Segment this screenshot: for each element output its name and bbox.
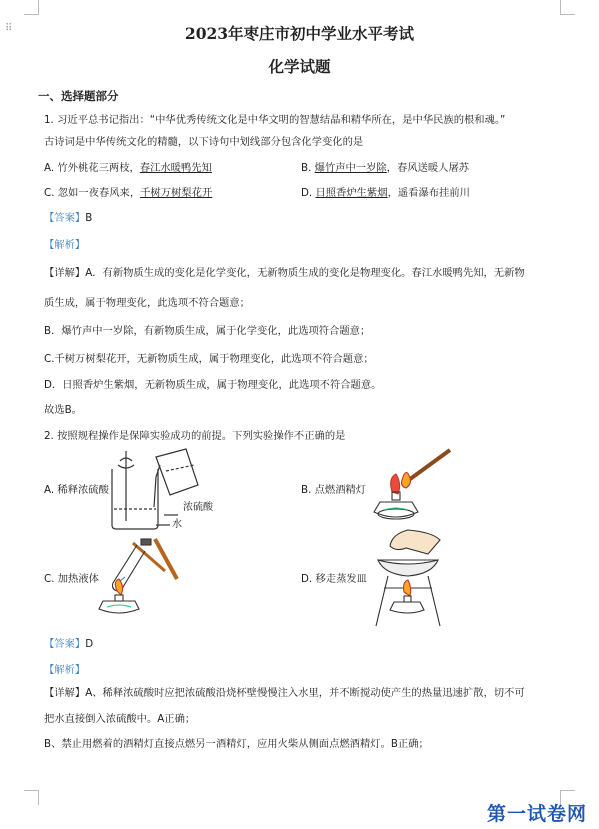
q2-detail-line1: [44, 686, 525, 700]
q1-stem-line2: 古诗词是中华传统文化的精髓，以下诗句中划线部分包含化学变化的是: [44, 136, 364, 148]
underlined-phrase: 日照香炉生紫烟: [315, 187, 388, 199]
option-text: ，春风送暖人屠苏: [386, 162, 470, 174]
answer-value: D: [85, 638, 94, 650]
q2-option-a: A. 稀释浓硫酸: [44, 484, 109, 496]
detail-label: 【详解】: [44, 267, 86, 279]
page-title: 2023年枣庄市初中学业水平考试: [184, 24, 415, 43]
detail-text: A．有新物质生成的变化是化学变化，无新物质生成的变化是物理变化。春江水暖鸭先知，无新物: [85, 267, 525, 279]
q1-option-d: [301, 186, 470, 200]
underlined-phrase: 千树万树梨花开: [140, 187, 213, 199]
q1-detail-line2: 质生成，属于物理变化，此选项不符合题意；: [44, 297, 250, 309]
underlined-phrase: 春江水暖鸭先知: [139, 162, 212, 174]
corner-mark-bottom-left: [24, 790, 39, 805]
watermark: 第一试卷网: [487, 803, 588, 825]
q2-option-d: D. 移走蒸发皿: [301, 573, 367, 585]
option-text: B.: [301, 162, 315, 174]
q1-option-a: [44, 161, 212, 175]
answer-label: 【答案】: [44, 638, 86, 650]
q1-option-b: [301, 161, 469, 175]
q1-conclusion: 故选B。: [44, 404, 82, 416]
diagram-heat-liquid: [95, 537, 180, 617]
q1-detail-line1: [44, 266, 525, 280]
underlined-phrase: 爆竹声中一岁除: [314, 162, 387, 174]
q2-option-c: C. 加热液体: [44, 573, 99, 585]
q1-option-c: [44, 186, 212, 200]
q2-detail-line2: 把水直接倒入浓硫酸中。A正确；: [44, 713, 196, 725]
q1-answer: [44, 211, 92, 225]
diagram-dilute-acid: [108, 447, 218, 532]
detail-text: A、稀释浓硫酸时应把浓硫酸沿烧杯壁慢慢注入水里，并不断搅动使产生的热量迅速扩散，切不可: [85, 687, 525, 699]
q2-answer: [44, 637, 93, 651]
diagram-light-lamp: [372, 448, 462, 528]
label-concentrated-acid: 浓硫酸: [183, 502, 213, 513]
label-water: 水: [172, 519, 182, 530]
option-text: C. 忽如一夜春风来，: [44, 187, 141, 199]
q1-stem-line1: 1. 习近平总书记指出：“中华优秀传统文化是中华文明的智慧结晶和精华所在，是中华民族的根和魂。”: [44, 114, 506, 126]
option-text: D.: [301, 187, 316, 199]
answer-value: B: [85, 212, 93, 224]
q1-analysis-label: 【解析】: [44, 239, 86, 251]
page-subtitle: 化学试题: [268, 57, 331, 76]
section-heading: 一、选择题部分: [38, 89, 119, 103]
q1-detail-line5: D．日照香炉生紫烟，无新物质生成，属于物理变化，此选项不符合题意。: [44, 379, 382, 391]
option-text: A. 竹外桃花三两枝，: [44, 162, 140, 174]
q2-analysis-label: 【解析】: [44, 664, 86, 676]
q1-detail-line3: B．爆竹声中一岁除，有新物质生成，属于化学变化，此选项符合题意；: [44, 325, 371, 337]
q2-stem: 2. 按照规程操作是保障实验成功的前提。下列实验操作不正确的是: [44, 430, 346, 442]
corner-mark-top-right: [560, 0, 575, 15]
answer-label: 【答案】: [44, 212, 86, 224]
option-text: ，遥看瀑布挂前川: [387, 187, 470, 199]
q1-detail-line4: C.千树万树梨花开，无新物质生成，属于物理变化，此选项不符合题意；: [44, 353, 374, 365]
q2-detail-line3: B、禁止用燃着的酒精灯直接点燃另一酒精灯，应用火柴从侧面点燃酒精灯。B正确；: [44, 738, 429, 750]
detail-label: 【详解】: [44, 687, 86, 699]
q2-option-b: B. 点燃酒精灯: [301, 484, 367, 496]
drag-handle-icon[interactable]: ⠿: [5, 23, 13, 34]
diagram-remove-dish: [368, 528, 448, 628]
corner-mark-top-left: [24, 0, 39, 15]
